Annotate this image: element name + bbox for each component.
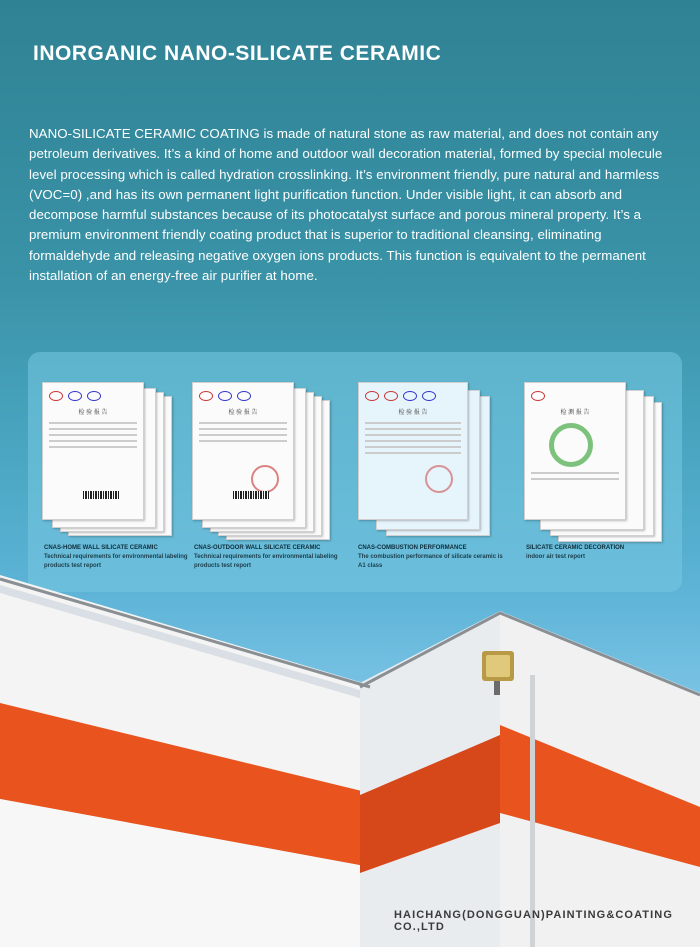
certificate-caption-combustion: CNAS-COMBUSTION PERFORMANCE The combustion performance of silicate ceramic is A1 class — [358, 545, 503, 569]
intro-paragraph: NANO-SILICATE CERAMIC COATING is made of natural stone as raw material, and does not contain any petroleum derivatives. It’s a kind of home and outdoor wall decoration material, formed by special molecule level processing which is called hydration crosslinking. It’s environment friendly, pure natural and harmless (VOC=0) ,and has its own permanent light purification function. Under visible light, it can absorb and decompose harmful substances because of its photocatalyst surface and porous mineral property. It’s a premium environment friendly coating product that is superior to traditional cleansing, eliminating formaldehyde and releasing negative oxygen ions products. This function is equivalent to the permanent installation of an energy-free air purifier at home. — [29, 126, 663, 284]
certificate-indoor-air: 检 测 报 告 — [522, 382, 682, 542]
page-title: INORGANIC NANO-SILICATE CERAMIC — [33, 42, 442, 65]
certificate-combustion: 检 验 报 告 — [356, 382, 516, 542]
certificate-caption-indoor-air: SILICATE CERAMIC DECORATION indoor air test report — [526, 545, 625, 560]
certificate-outdoor-wall: 检 验 报 告 — [190, 382, 350, 542]
certificates-panel — [28, 352, 682, 592]
certificate-caption-outdoor-wall: CNAS-OUTDOOR WALL SILICATE CERAMIC Technical requirements for environmental labeling products test report — [194, 545, 338, 569]
certificate-home-wall: 检 验 报 告 — [40, 382, 200, 542]
certificate-caption-home-wall: CNAS-HOME WALL SILICATE CERAMIC Technical requirements for environmental labeling products test report — [44, 545, 188, 569]
company-name: HAICHANG(DONGGUAN)PAINTING&COATING CO.,LTD — [394, 909, 673, 933]
building-photo — [0, 575, 700, 947]
